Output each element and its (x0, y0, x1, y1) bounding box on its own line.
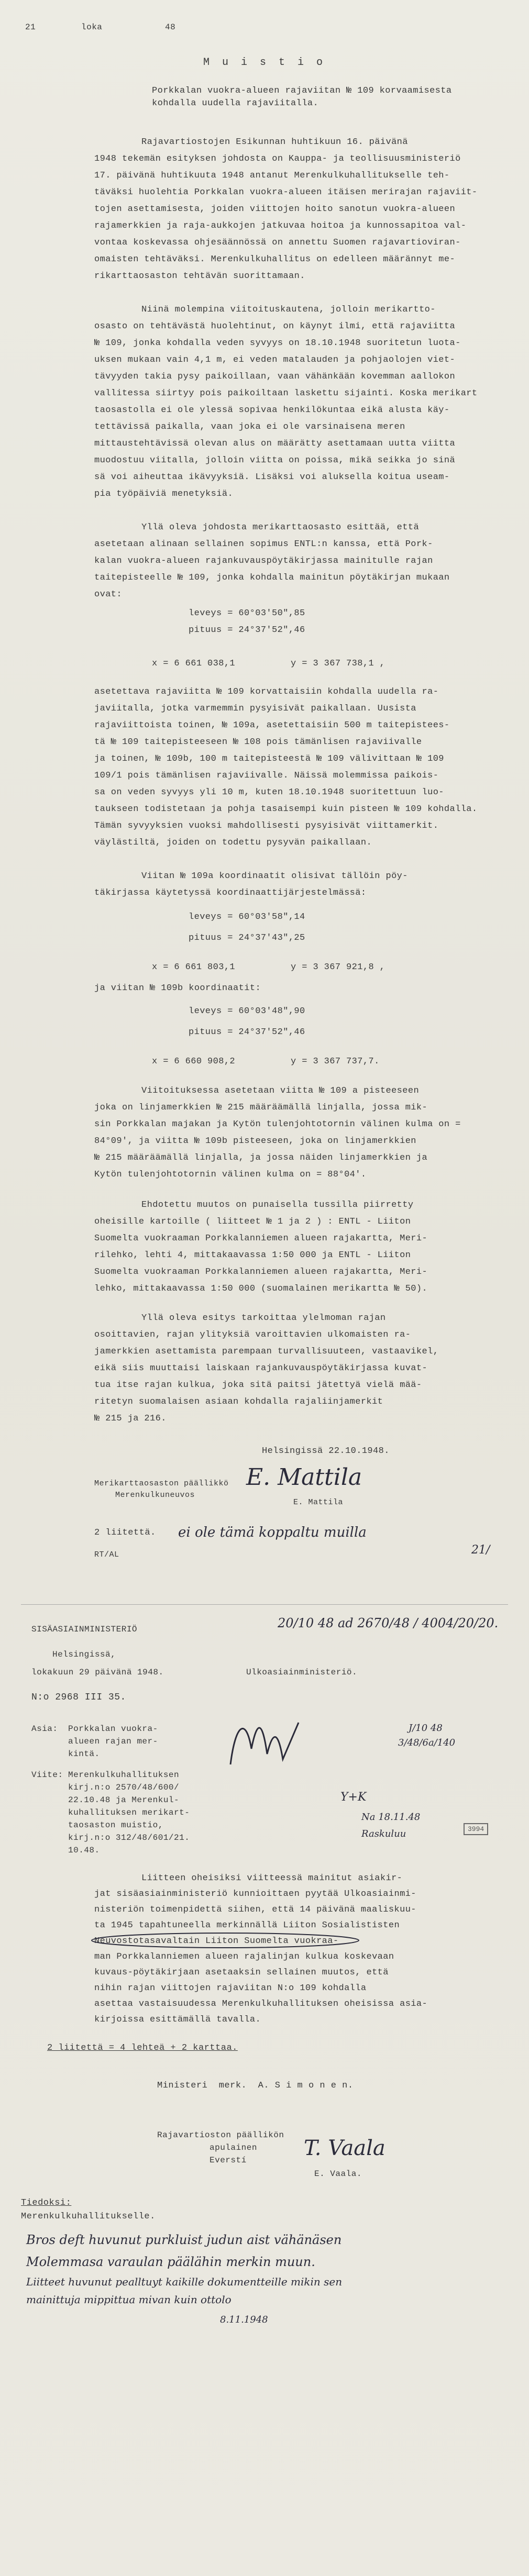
body-line: № 109, jonka kohdalla veden syvyys on 18.10.1948 suoritetun luota- (94, 338, 461, 348)
handwritten-date: 8.11.1948 (220, 2314, 268, 2325)
body-line: jat sisäasiainministeriö kunnioittaen pyytää Ulkoasiainmi- (94, 1889, 416, 1899)
coord2-xy: x = 6 661 803,1 y = 3 367 921,8 , (152, 962, 385, 972)
body-line: № 215 ja 216. (94, 1414, 167, 1424)
body-line: oheisille kartoille ( liitteet № 1 ja 2 ) : ENTL - Liiton (94, 1217, 411, 1227)
ref-stamp-handwritten: 20/10 48 ad 2670/48 / 4004/20/20. (278, 1616, 499, 1630)
body-line: osoittavien, rajan ylityksiä varoittavien ulkomaisten ra- (94, 1330, 411, 1340)
body-line: Rajavartiostojen Esikunnan huhtikuun 16. päivänä (141, 137, 408, 147)
coord3-lead: ja viitan № 109b koordinaatit: (94, 983, 261, 993)
body-line: muodostuu viitalla, jolloin viitta on poissa, mikä seikka jo sinä (94, 456, 456, 465)
viite-line: kirj.n:o 2570/48/600/ (68, 1783, 180, 1792)
body-line: joka on linjamerkkien № 215 määräämällä linjalla, jossa mik- (94, 1103, 428, 1113)
header-year: 48 (165, 23, 176, 32)
body-line: ovat: (94, 590, 123, 599)
coord3-xy: x = 6 660 908,2 y = 3 367 737,7. (152, 1057, 380, 1067)
section-divider (21, 1604, 508, 1605)
body-line: nihin rajan viittojen rajaviitan N:o 109 kohdalla (94, 1983, 367, 1993)
body-line: rilehko, lehti 4, mittakaavassa 1:50 000 ja ENTL - Liiton (94, 1250, 411, 1260)
tiedoksi-label: Tiedoksi: (21, 2198, 72, 2208)
handwritten-stamp-b: 3/48/6a/140 (398, 1737, 456, 1748)
handwritten-stamp-a: J/10 48 (409, 1723, 443, 1734)
subject2-line: alueen rajan mer- (68, 1737, 158, 1746)
body-line: taukseen todistetaan ja pohja tasaisempi kuin pisteen № 109 kohdalla. (94, 804, 478, 814)
chief-name: E. Vaala. (314, 2169, 362, 2179)
body-line: nisteriön toimenpidettä siihen, että 14 päivänä maaliskuu- (94, 1905, 416, 1915)
body-line: asetetaan alinaan sellainen sopimus ENTL:n kanssa, että Pork- (94, 539, 433, 549)
typist-initials: RT/AL (94, 1550, 119, 1559)
body-line: täväksi huolehtia Porkkalan vuokra-alueen itäisen merirajan rajaviit- (94, 187, 478, 197)
subject-line-1: Porkkalan vuokra-alueen rajaviitan № 109 korvaamisesta (152, 86, 452, 96)
body-line: rajaviittoista toinen, № 109a, asetettaisiin 500 m taitepistees- (94, 720, 450, 730)
viite-line: 10.48. (68, 1846, 100, 1855)
body-line: mittaustehtävissä olevan alus on määrätty asettamaan uutta viitta (94, 439, 456, 449)
handwritten-note: Bros deft huvunut purkluist judun aist vähänäsen (26, 2233, 342, 2247)
margin-note: Y+K (340, 1791, 367, 1804)
body-line: 109/1 pois tämänlisen rajaviivalle. Näissä molemmissa paikois- (94, 771, 439, 781)
body-line: ta 1945 tapahtuneella merkinnällä Liiton Sosialististen (94, 1920, 400, 1930)
body-line: taosastolla ei ole ylessä sopivaa henkilökuntaa eikä alusta käy- (94, 405, 450, 415)
body-line: ja toinen, № 109b, 100 m taitepisteestä № 109 välivittaan № 109 (94, 754, 444, 764)
minister-line: Ministeri merk. A. S i m o n e n. (157, 2081, 354, 2091)
body-line: tä № 109 taitepisteeseen № 108 pois tämänlisen rajaviivalle (94, 737, 422, 747)
viite-line: kirj.n:o 312/48/601/21. (68, 1833, 190, 1842)
body-line: tävyyden takia pysy paikoillaan, vaan vähänkään kovemman aallokon (94, 372, 456, 382)
coord3-longitude: pituus = 24°37'52",46 (189, 1027, 305, 1037)
coord1-xy: x = 6 661 038,1 y = 3 367 738,1 , (152, 659, 385, 669)
coord1-latitude: leveys = 60°03'50",85 (189, 608, 305, 618)
stamp-box: 3994 (464, 1823, 488, 1835)
body-line: väylästiltä, joiden on todettu pysyvän paikallaan. (94, 838, 372, 848)
signatory-title-2: Merenkulkuneuvos (115, 1491, 195, 1500)
memo-title: M u i s t i o (203, 57, 326, 69)
attachments2: 2 liitettä = 4 lehteä + 2 karttaa. (47, 2043, 238, 2053)
body-line: kalan vuokra-alueen rajankuvauspöytäkirjassa mainitulle rajan (94, 556, 433, 566)
body-line: Liitteen oheisiksi viitteessä mainitut asiakir- (141, 1873, 403, 1883)
body-line: Suomelta vuokraaman Porkkalanniemen alueen rajakartta, Meri- (94, 1234, 428, 1243)
coord3-latitude: leveys = 60°03'48",90 (189, 1006, 305, 1016)
body-line: Suomelta vuokraaman Porkkalanniemen alueen rajakartta, Meri- (94, 1267, 428, 1277)
body-line: man Porkkalanniemen alueen rajalinjan kulkua koskevaan (94, 1952, 394, 1962)
chief-title-2: apulainen (210, 2143, 257, 2152)
viite-line: 22.10.48 ja Merenkul- (68, 1795, 180, 1805)
body-line: sä voi aiheuttaa ikävyyksiä. Lisäksi voi aluksella koitua useam- (94, 472, 450, 482)
body-line: omaisten tehtäväksi. Merenkulkuhallitus on edelleen määrännyt me- (94, 254, 456, 264)
body-line: Yllä oleva johdosta merikarttaosasto esittää, että (141, 523, 420, 532)
body-line: jamerkkien asettamista parempaan turvallisuuteen, vastaavikel, (94, 1347, 439, 1357)
recipient: Ulkoasiainministeriö. (246, 1668, 358, 1677)
signatory-name: E. Mattila (293, 1498, 344, 1507)
chief-title-3: Everstí (210, 2156, 247, 2165)
body-line: sin Porkkalan majakan ja Kytön tulenjohtotornin välinen kulma on = (94, 1119, 461, 1129)
body-line: javiitalla, jotka varmemmin pysyisivät paikallaan. Uusista (94, 704, 416, 714)
ministry-ref-number: N:o 2968 III 35. (31, 1692, 126, 1703)
ministry-place: Helsingissä, (52, 1650, 116, 1659)
body-line: asetettava rajaviitta № 109 korvattaisiin kohdalla uudella ra- (94, 687, 439, 697)
handwritten-note-1b: 21/ (471, 1544, 490, 1557)
subject-line-2: kohdalla uudella rajaviitalla. (152, 98, 319, 108)
tiedoksi-recipient: Merenkulkuhallitukselle. (21, 2212, 156, 2222)
handwritten-scribble (220, 1702, 325, 1785)
body-line: vallitessa siirtyy pois paikoiltaan laskettu sijainti. Koska merikart (94, 388, 478, 398)
body-line: eikä siis muuttaisi laiskaan rajankuvauspöytäkirjassa kuvat- (94, 1363, 428, 1373)
body-line: № 215 määräämällä linjalla, ja jossa näiden linjamerkkien ja (94, 1153, 428, 1163)
body-line: 84°09', ja viitta № 109b pisteeseen, joka on linjamerkkien (94, 1136, 416, 1146)
body-line: lehko, mittakaavassa 1:50 000 (suomalainen merikartta № 50). (94, 1284, 428, 1294)
body-line: 1948 tekemän esityksen johdosta on Kauppa- ja teollisuusministeriö (94, 154, 461, 164)
ministry-date: lokakuun 29 päivänä 1948. (31, 1668, 164, 1677)
body-line: vontaa koskevassa ohjesäännössä on annettu Suomen rajavartioviran- (94, 238, 461, 248)
hand-underline-circle (89, 1931, 361, 1950)
body-line: rikarttaosaston tehtävän suorittamaan. (94, 271, 305, 281)
body-line: uksen mukaan vain 4,1 m, ei veden matalauden ja pohjaolojen viet- (94, 355, 456, 365)
body-line: asettaa vastaisuudessa Merenkulkuhallituksen oheisissa asia- (94, 1999, 428, 2009)
page-number: 21 (25, 23, 36, 32)
chief-title-1: Rajavartioston päällikön (157, 2130, 284, 2140)
body-line: kuvaus-pöytäkirjaan asetaaksin sellainen muutos, että (94, 1968, 389, 1978)
handwritten-signature-vaala: T. Vaala (304, 2136, 385, 2160)
signatory-title-1: Merikarttaosaston päällikkö (94, 1479, 229, 1488)
margin-note: Na 18.11.48 (361, 1812, 421, 1823)
viite-line: Merenkulkuhallituksen (68, 1770, 180, 1780)
coord1-longitude: pituus = 24°37'52",46 (189, 625, 305, 635)
body-line: Viitoituksessa asetetaan viitta № 109 a pisteeseen (141, 1086, 420, 1096)
body-line: Ehdotettu muutos on punaisella tussilla piirretty (141, 1200, 414, 1210)
handwritten-note: Liitteet huvunut pealltuyt kaikille dokumentteille mikin sen (26, 2275, 343, 2288)
handwritten-note: mainittuja mippittua mivan kuin ottolo (26, 2293, 232, 2306)
body-line: Neuvostotasavaltain Liiton Suomelta vuokraa- (94, 1936, 339, 1946)
body-line: osasto on tehtävästä huolehtinut, on käynyt ilmi, että rajaviitta (94, 321, 456, 331)
handwritten-note: Molemmasa varaulan päälähin merkin muun. (26, 2255, 315, 2269)
subject-label: Asia: (31, 1724, 58, 1734)
body-line: Niinä molempina viitoituskautena, jolloin merikartto- (141, 305, 436, 315)
handwritten-signature-mattila: E. Mattila (246, 1464, 362, 1491)
body-line: tua itse rajan kulkua, joka sitä paitsi jätettyä vielä mää- (94, 1380, 422, 1390)
body-line: Kytön tulenjohtotornin välinen kulma on = 88°04'. (94, 1170, 367, 1180)
margin-note: Raskuluu (361, 1828, 406, 1839)
body-line: ritetyn suomalaisen asiaan kohdalla rajaliinjamerkit (94, 1397, 383, 1407)
body-line: tojen asettamisesta, joiden viittojen hoito sanotun vuokra-alueen (94, 204, 456, 214)
handwritten-note-1: ei ole tämä koppaltu muilla (178, 1525, 367, 1540)
subject2-line: kintä. (68, 1749, 100, 1759)
body-line: rajamerkkien ja raja-aukkojen jatkuvaa hoitoa ja kunnossapitoa val- (94, 221, 467, 231)
body-line: sa on veden syvyys yli 10 m, kuten 18.10.1948 suoritettuun luo- (94, 787, 444, 797)
header-month: loka (81, 23, 103, 32)
viite-line: taosaston muistio, (68, 1820, 163, 1830)
viite-line: kuhallituksen merikart- (68, 1808, 190, 1817)
attachments-count: 2 liitettä. (94, 1528, 156, 1538)
place-date: Helsingissä 22.10.1948. (262, 1446, 390, 1456)
body-line: kirjoissa esittämällä tavalla. (94, 2015, 261, 2025)
body-line: pia työpäiviä menetyksiä. (94, 489, 234, 499)
body-line: 17. päivänä huhtikuuta 1948 antanut Merenkulkuhallitukselle teh- (94, 171, 450, 181)
body-line: Yllä oleva esitys tarkoittaa ylelmoman rajan (141, 1313, 386, 1323)
body-line: tettävissä paikalla, vaan joka ei ole varsinaisena meren (94, 422, 405, 432)
subject2-line: Porkkalan vuokra- (68, 1724, 158, 1734)
ministry-name: SISÄASIAINMINISTERIÖ (31, 1625, 138, 1634)
coord2-longitude: pituus = 24°37'43",25 (189, 933, 305, 943)
body-line: Tämän syvyyksien vuoksi mahdollisesti pysyisivät viittamerkit. (94, 821, 439, 831)
coord2-latitude: leveys = 60°03'58",14 (189, 912, 305, 922)
body-line: Viitan № 109a koordinaatit olisivat tällöin pöy- (141, 871, 408, 881)
viite-label: Viite: (31, 1770, 63, 1780)
body-line: täkirjassa käytetyssä koordinaattijärjestelmässä: (94, 888, 367, 898)
body-line: taitepisteelle № 109, jonka kohdalla mainitun pöytäkirjan mukaan (94, 573, 450, 583)
